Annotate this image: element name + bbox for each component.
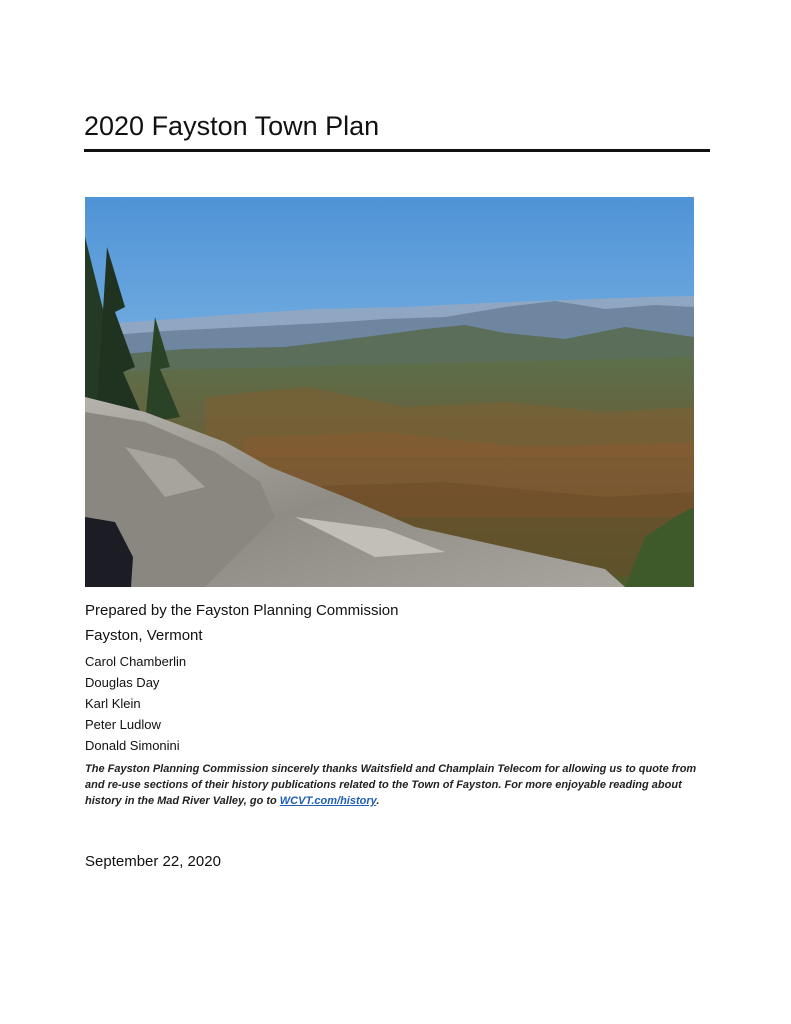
- member-name: Douglas Day: [85, 675, 160, 690]
- member-name: Peter Ludlow: [85, 717, 161, 732]
- history-link[interactable]: WCVT.com/history: [279, 795, 377, 807]
- title-divider: [84, 149, 710, 152]
- acknowledgement-text: The Fayston Planning Commission sincerely thanks Waitsfield and Champlain Telecom for allowing us to quote from and re-use sections of their history publications related to the Town of Fayston. For more enjoyable reading about history in the Mad River Valley, go to: [85, 763, 697, 807]
- acknowledgement-end: .: [376, 795, 380, 807]
- document-date: September 22, 2020: [85, 853, 221, 870]
- acknowledgement-paragraph: [85, 761, 705, 809]
- location-line: Fayston, Vermont: [85, 627, 203, 644]
- member-name: Carol Chamberlin: [85, 654, 187, 669]
- prepared-by-line: Prepared by the Fayston Planning Commission: [85, 602, 399, 619]
- cover-photo-mountain-vista: [85, 197, 694, 587]
- document-title: 2020 Fayston Town Plan: [84, 111, 380, 141]
- member-name: Karl Klein: [85, 696, 141, 711]
- commission-members-list: [85, 651, 186, 756]
- member-name: Donald Simonini: [85, 738, 180, 753]
